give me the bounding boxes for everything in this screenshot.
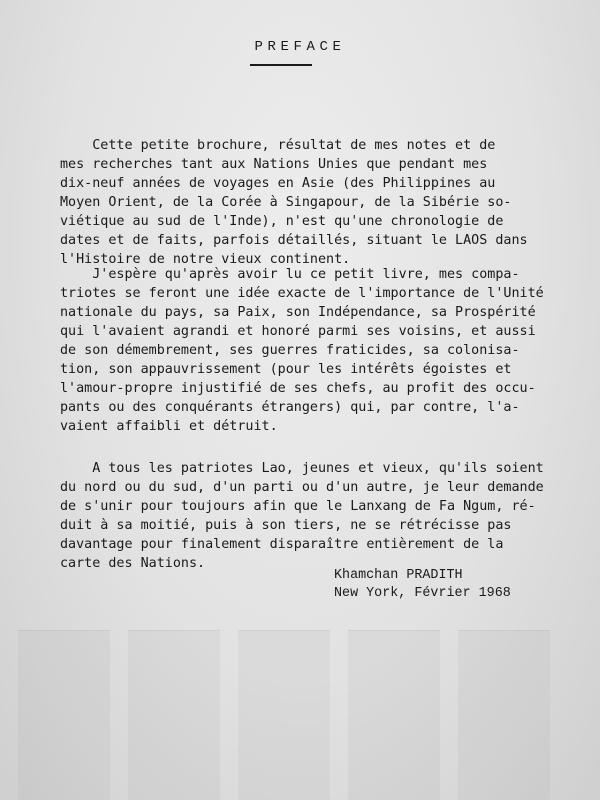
text-line: l'amour-propre injustifié de ses chefs, au profit des occu-	[60, 381, 536, 396]
text-line: dix-neuf années de voyages en Asie (des Philippines au	[60, 176, 496, 191]
text-line: du nord ou du sud, d'un parti ou d'un autre, je leur demande	[60, 480, 544, 495]
signature-name: Khamchan PRADITH	[334, 568, 463, 583]
text-line: pants ou des conquérants étrangers) qui, par contre, l'a-	[60, 400, 520, 415]
text-line: mes recherches tant aux Nations Unies que pendant mes	[60, 157, 488, 172]
text-line: duit à sa moitié, puis à son tiers, ne se rétrécisse pas	[60, 518, 512, 533]
text-line: vaient affaibli et détruit.	[60, 419, 278, 434]
text-line: A tous les patriotes Lao, jeunes et vieux, qu'ils soient	[60, 461, 544, 476]
paragraph-2	[60, 265, 580, 436]
text-line: de s'unir pour toujours afin que le Lanxang de Fa Ngum, ré-	[60, 499, 536, 514]
text-line: Cette petite brochure, résultat de mes notes et de	[60, 138, 496, 153]
bleed-through-background	[0, 600, 600, 800]
paragraph-1	[60, 136, 580, 269]
text-line: davantage pour finalement disparaître entièrement de la	[60, 537, 504, 552]
text-line: viétique au sud de l'Inde), n'est qu'une chronologie de	[60, 214, 504, 229]
text-line: carte des Nations.	[60, 556, 206, 571]
text-line: qui l'avaient agrandi et honoré parmi ses voisins, et aussi	[60, 324, 536, 339]
paragraph-3	[60, 459, 580, 573]
text-line: tion, son appauvrissement (pour les intérêts égoistes et	[60, 362, 512, 377]
text-line: J'espère qu'après avoir lu ce petit livre, mes compa-	[60, 267, 520, 282]
text-line: dates et de faits, parfois détaillés, situant le LAOS dans	[60, 233, 528, 248]
text-line: de son démembrement, ses guerres fraticides, sa colonisa-	[60, 343, 520, 358]
text-line: Moyen Orient, de la Corée à Singapour, de la Sibérie so-	[60, 195, 512, 210]
text-line: l'Histoire de notre vieux continent.	[60, 252, 351, 267]
text-line: nationale du pays, sa Paix, son Indépendance, sa Prospérité	[60, 305, 536, 320]
title-underline	[250, 64, 312, 66]
signature-place-date: New York, Février 1968	[334, 586, 511, 601]
page-title: PREFACE	[254, 39, 346, 55]
text-line: triotes se feront une idée exacte de l'importance de l'Unité	[60, 286, 544, 301]
